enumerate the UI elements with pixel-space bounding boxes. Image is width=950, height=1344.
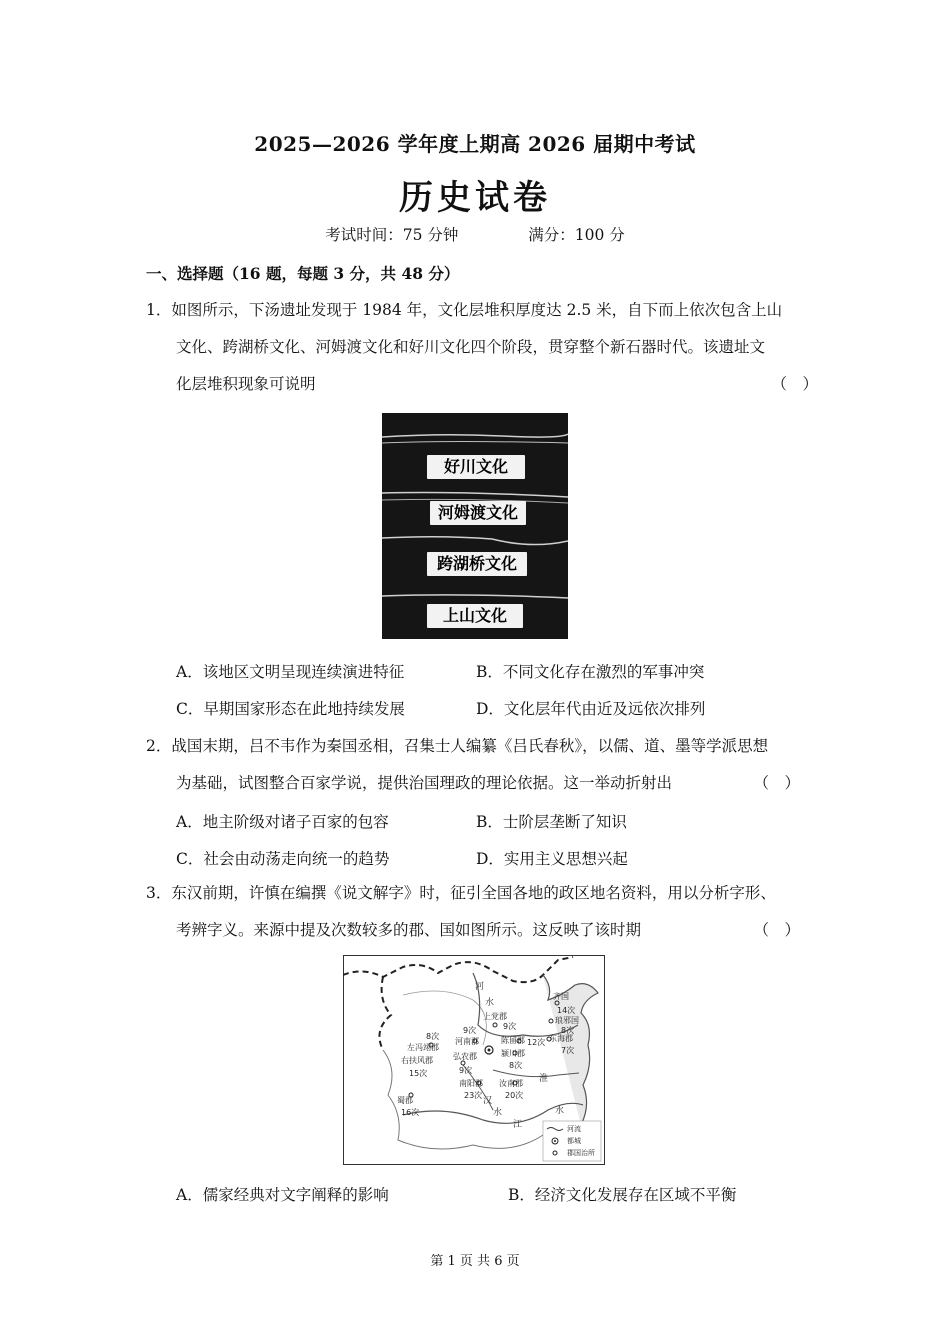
q1-option-a[interactable]: A．该地区文明呈现连续演进特征 [176,663,405,681]
q1-option-c[interactable]: C．早期国家形态在此地持续发展 [176,700,405,718]
map-legend [543,1121,601,1161]
q3-answer-paren: （ ） [753,921,800,939]
q3-line1: 3．东汉前期，许慎在编撰《说文解字》时，征引全国各地的政区地名资料，用以分析字形、 [146,884,776,902]
river-label-shui2: 水 [493,1108,503,1118]
layer-label-kuahuqiao: 跨湖桥文化 [427,552,527,576]
map-count-qi: 14次 [557,1006,576,1015]
river-label-shui3: 水 [555,1106,565,1116]
q1-line1: 1．如图所示，下汤遗址发现于 1984 年，文化层堆积厚度达 2.5 米，自下而上依次包含上山 [146,301,783,319]
map-place-zuopingyi: 左冯翊郡 [407,1043,439,1052]
legend-seat: 郡国治所 [567,1149,595,1157]
q2-option-d[interactable]: D．实用主义思想兴起 [476,850,628,868]
q1-line3 [146,366,818,403]
question-1 [146,292,818,403]
map-place-qi: 齐国 [553,992,569,1001]
page-footer: 第 1 页 共 6 页 [430,1254,520,1269]
stratigraphy-photo [382,413,568,639]
map-count-hongnong: 9次 [459,1066,473,1075]
q2-option-a[interactable]: A．地主阶级对诸子百家的包容 [176,813,389,831]
legend-river: 河流 [567,1125,581,1133]
han-commanderies-map [343,955,605,1165]
map-place-yingchuan: 颍川郡 [501,1049,525,1058]
map-place-runan: 汝南郡 [499,1079,523,1088]
river-label-han: 汉 [483,1096,493,1106]
q2-option-c[interactable]: C．社会由动荡走向统一的趋势 [176,850,390,868]
exam-time: 考试时间：75 分钟 [325,226,459,244]
map-count-runan: 20次 [505,1091,524,1100]
map-count-youfufeng: 15次 [409,1069,428,1078]
question-3 [146,875,818,949]
map-place-chenliu: 陈留郡 [501,1036,525,1045]
map-count-zuopingyi: 8次 [426,1032,440,1041]
q3-line2-text: 考辨字义。来源中提及次数较多的郡、国如图所示。这反映了该时期 [176,921,642,939]
q3-option-b[interactable]: B．经济文化发展存在区域不平衡 [508,1186,737,1204]
q1-answer-paren: （ ） [771,375,818,393]
q2-line2-text: 为基础，试图整合百家学说，提供治国理政的理论依据。这一举动折射出 [176,774,673,792]
exam-info [0,223,950,245]
q3-line2 [146,912,818,949]
map-count-donghai: 7次 [561,1046,575,1055]
map-count-yingchuan: 8次 [509,1061,523,1070]
q1-line3-text: 化层堆积现象可说明 [176,375,316,393]
map-count-langya: 8次 [561,1026,575,1035]
map-place-nanyang: 南阳郡 [459,1079,483,1088]
map-count-shangdang: 9次 [503,1022,517,1031]
river-label-shui1: 水 [485,998,495,1008]
question-2 [146,728,818,802]
q1-option-b[interactable]: B．不同文化存在激烈的军事冲突 [476,663,705,681]
layer-label-hemudu: 河姆渡文化 [430,501,526,525]
exam-score: 满分：100 分 [528,226,625,244]
layer-label-haochuan: 好川文化 [427,455,525,479]
map-place-shu: 蜀郡 [397,1096,413,1105]
map-place-donghai: 东海郡 [549,1034,573,1043]
map-count-shu: 16次 [401,1108,420,1117]
map-place-shangdang: 上党郡 [483,1012,507,1021]
map-place-hongnong: 弘农郡 [453,1052,477,1061]
map-place-langya: 琅邪国 [555,1016,579,1025]
q2-option-b[interactable]: B．士阶层垄断了知识 [476,813,627,831]
river-label-huai: 淮 [539,1074,549,1084]
q2-line2 [146,765,818,802]
q3-option-a[interactable]: A．儒家经典对文字阐释的影响 [176,1186,389,1204]
q1-line2: 文化、跨湖桥文化、河姆渡文化和好川文化四个阶段，贯穿整个新石器时代。该遗址文 [176,338,766,356]
q2-line1: 2．战国末期，吕不韦作为秦国丞相，召集士人编纂《吕氏春秋》，以儒、道、墨等学派思想 [146,737,769,755]
exam-title: 2025—2026 学年度上期高 2026 届期中考试 [254,132,696,156]
q1-option-d[interactable]: D．文化层年代由近及远依次排列 [476,700,706,718]
map-place-henan: 河南郡 [455,1037,479,1046]
section-heading: 一、选择题（16 题，每题 3 分，共 48 分） [146,264,460,283]
river-label-jiang: 江 [513,1120,523,1130]
q2-answer-paren: （ ） [753,774,800,792]
legend-capital: 都城 [567,1137,581,1145]
map-count-henan: 9次 [463,1026,477,1035]
map-count-nanyang: 23次 [464,1091,483,1100]
map-count-chenliu: 12次 [527,1038,546,1047]
subject-title: 历史试卷 [399,178,551,218]
map-place-youfufeng: 右扶风郡 [401,1056,433,1065]
river-label-he: 河 [475,982,485,992]
layer-label-shangshan: 上山文化 [427,604,523,628]
